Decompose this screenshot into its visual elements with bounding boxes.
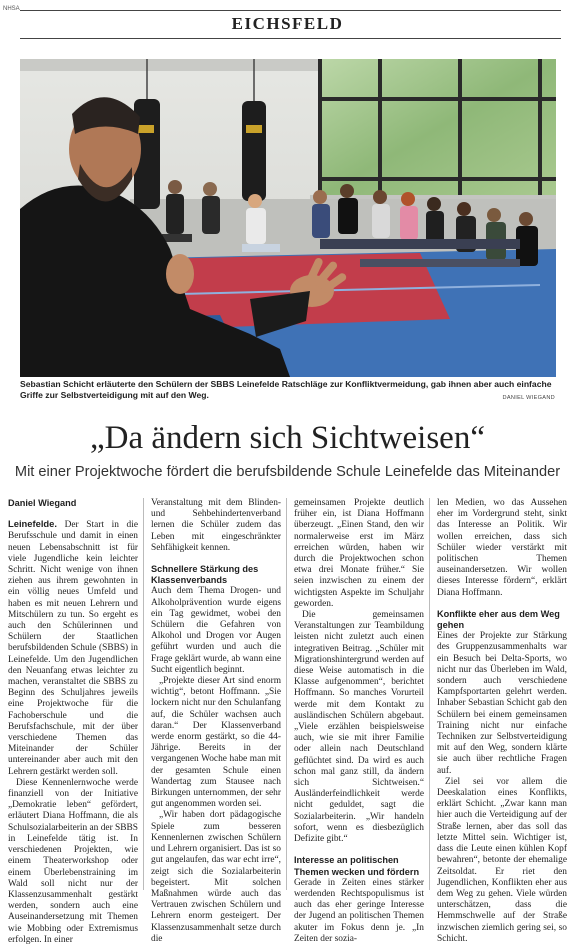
- paragraph: Eines der Projekte zur Stärkung des Gruppenzusammenhalts war ein Besuch bei Delta-Sports, wo nicht nur das Überleben im Wald, sondern auch verschiedene Kampfsportarten gelehrt werden. Inhaber Sebastian Schicht gab den Schülern bei einem gemeinsamen Training nicht nur einfache Techniken zur Selbstverteidigung mit auf den Weg, sondern klärte sie auch über rechtliche Fragen auf.: [437, 631, 567, 776]
- photo-credit: DANIEL WIEGAND: [502, 395, 555, 401]
- top-rule: [20, 10, 561, 11]
- section-title: EICHSFELD: [231, 14, 344, 33]
- paragraph: Auch dem Thema Drogen- und Alkoholprävention wurde eigens ein Tag gewidmet, wobei den Schülern die Gefahren von Alkohol und Drogen vor Augen geführt wurden und auch die Frage geklärt wurde, ab wann eine Sucht eigentlich beginnt.: [151, 586, 281, 675]
- paragraph: „Wir haben dort pädagogische Spiele zum besseren Kennenlernen zwischen Schülern und Lehrern organisiert. Das ist so gut angelaufen, das war echt irre“, zeigt sich die Sozialarbeiterin begeistert. Mit solchen Maßnahmen würde auch das Vertrauen zwischen Schülern und Lehrern enorm gesteigert. Der Klassenzusammenhalt setze durch die: [151, 810, 281, 944]
- article-column-3: [294, 498, 424, 945]
- headline: „Da ändern sich Sichtweisen“: [90, 420, 485, 456]
- subheading: Konflikte eher aus dem Weg gehen: [437, 608, 560, 631]
- author-byline: Daniel Wiegand: [8, 498, 77, 508]
- dateline: Leinefelde.: [8, 518, 57, 530]
- column-divider: [143, 498, 144, 890]
- subheading: Interesse an politischen Themen wecken und fördern: [294, 855, 420, 877]
- column-divider: [429, 498, 430, 890]
- paragraph: gemeinsamen Projekte deutlich früher ein, ist Diana Hoffmann überzeugt. „Einen Stand, den wir normalerweise erst im März erreichen würden, haben wir durch die Projektwochen schon etwa drei Monate früher.“ Sie seien inzwischen zu einem der wichtigsten Aspekte im Schuljahr geworden.: [294, 498, 424, 609]
- paragraph: Gerade in Zeiten eines stärker werdenden Rechtspopulismus ist auch das eher geringe Interesse der Jugend an politischen Themen akuter im Fokus denn je. „In Zeiten der sozia-: [294, 877, 424, 944]
- paragraph: Veranstaltung mit dem Blinden- und Sehbehindertenverband lernen die Schüler zudem das Leben mit eingeschränkter Sehfähigkeit kennen.: [151, 498, 281, 553]
- article-column-1: [8, 498, 138, 946]
- section-rule: [20, 38, 561, 39]
- column-divider: [286, 498, 287, 890]
- article-photo: [20, 59, 556, 377]
- page-tag: NHSA: [3, 6, 20, 12]
- paragraph: len Medien, wo das Aussehen eher im Vordergrund steht, sinkt das Interesse an Politik. Wir wollen erreichen, dass sich Schüler wieder verstärkt mit politischen Themen auseinandersetzen. Wir wollen dieses Interesse fördern“, erklärt Diana Hoffmann.: [437, 498, 567, 598]
- article-column-2: [151, 498, 281, 945]
- article-column-4: [437, 498, 567, 945]
- paragraph: Ziel sei vor allem die Deeskalation eines Konflikts, erklärt Schicht. „Zwar kann man hier auch die Verteidigung auf der Straße lernen, aber das soll das letzte Mittel sein. Wichtiger ist, dass die Leute einen kühlen Kopf bewahren“, betonte der ehemalige Zeitsoldat. Er riet den Jugendlichen, Konflikten eher aus dem Weg zu gehen. Viele würden unterschätzen, dass die Hemmschwelle auf der Straße inzwischen ziemlich gering sei, so Schicht.: [437, 776, 567, 944]
- paragraph: Diese Kennenlernwoche werde finanziell von der Initiative „Demokratie leben“ gefördert, erläutert Diana Hoffmann, die als Schulsozialarbeiterin an der SBBS in Leinefelde tätig ist. In verschiedenen Projekten, wie einem Theaterworkshop oder einem Überlebenstraining im Wald soll nicht nur der Klassenzusammenhalt gestärkt werden, sondern auch eine Auseinandersetzung mit Themen wie Mobbing oder Extremismus erfolgen. In einer: [8, 777, 138, 945]
- photo-caption: Sebastian Schicht erläuterte den Schülern der SBBS Leinefelde Ratschläge zur Konfliktvermeidung, gab ihnen aber auch einfache Griffe zur Selbstverteidigung mit auf den Weg.: [20, 379, 552, 400]
- paragraph: „Projekte dieser Art sind enorm wichtig“, betont Hoffmann. „Sie lockern nicht nur den Schulanfang auf, die Schüler wachsen auch daran.“ Der Klassenverband werde enorm gestärkt, so die 44-Jährige. Bereits in der vergangenen Woche habe man mit der gesamten Schule einen Wandertag zum Stausee nach Birkungen unternommen, der sehr gut angenommen worden sei.: [151, 676, 281, 810]
- paragraph: Die gemeinsamen Veranstaltungen zur Teambildung leisten nicht zuletzt auch einen integrativen Beitrag. „Schüler mit Migrationshintergrund werden auf diese Weise automatisch in die Klasse aufgenommen“, berichtet Hoffmann. So manches Vorurteil werde mit dem Kontakt zu ausländischen Schülern abgebaut. „Viele erzählen beispielsweise auch, wie sie mit ihrer Familie oder allein nach Deutschland geflüchtet sind. Da wird es auch schon mal ganz still, da ändern sich Sichtweisen.“ Ausländerfeindlichkeit werde nicht geduldet, sagt die Sozialarbeiterin. „Wir handeln sofort, wenn es diesbezüglich Defizite gibt.“: [294, 610, 424, 845]
- classroom-photo-icon: [20, 59, 556, 377]
- subheadline: Mit einer Projektwoche fördert die berufsbildende Schule Leinefelde das Miteinander: [14, 464, 561, 480]
- subheading: Schnellere Stärkung des Klassenverbands: [151, 564, 259, 586]
- paragraph: Leinefelde. Der Start in die Berufsschule und damit in einen neuen Lebensabschnitt ist für viele Jugendliche kein leichter Schritt. Nicht wenige von ihnen ziehen aus ihrem gewohnten in ein völlig neues Umfeld und haben es mit neuen Lehrern und Mitschülern zu tun. So ergeht es auch den Schülerinnen und Schülern der Staatlichen berufsbildenden Schule (SBBS) in Leinefelde. Um den Jugendlichen den Neuanfang etwas leichter zu machen, veranstaltet die SBBS zu Beginn des Schuljahres jeweils eine Projektwoche für die Fachoberschule und die Berufsfachschule, mit der über verschiedene Themen das Miteinander der Schüler untereinander aber auch mit den Lehrern gestärkt werden soll.: [8, 518, 138, 777]
